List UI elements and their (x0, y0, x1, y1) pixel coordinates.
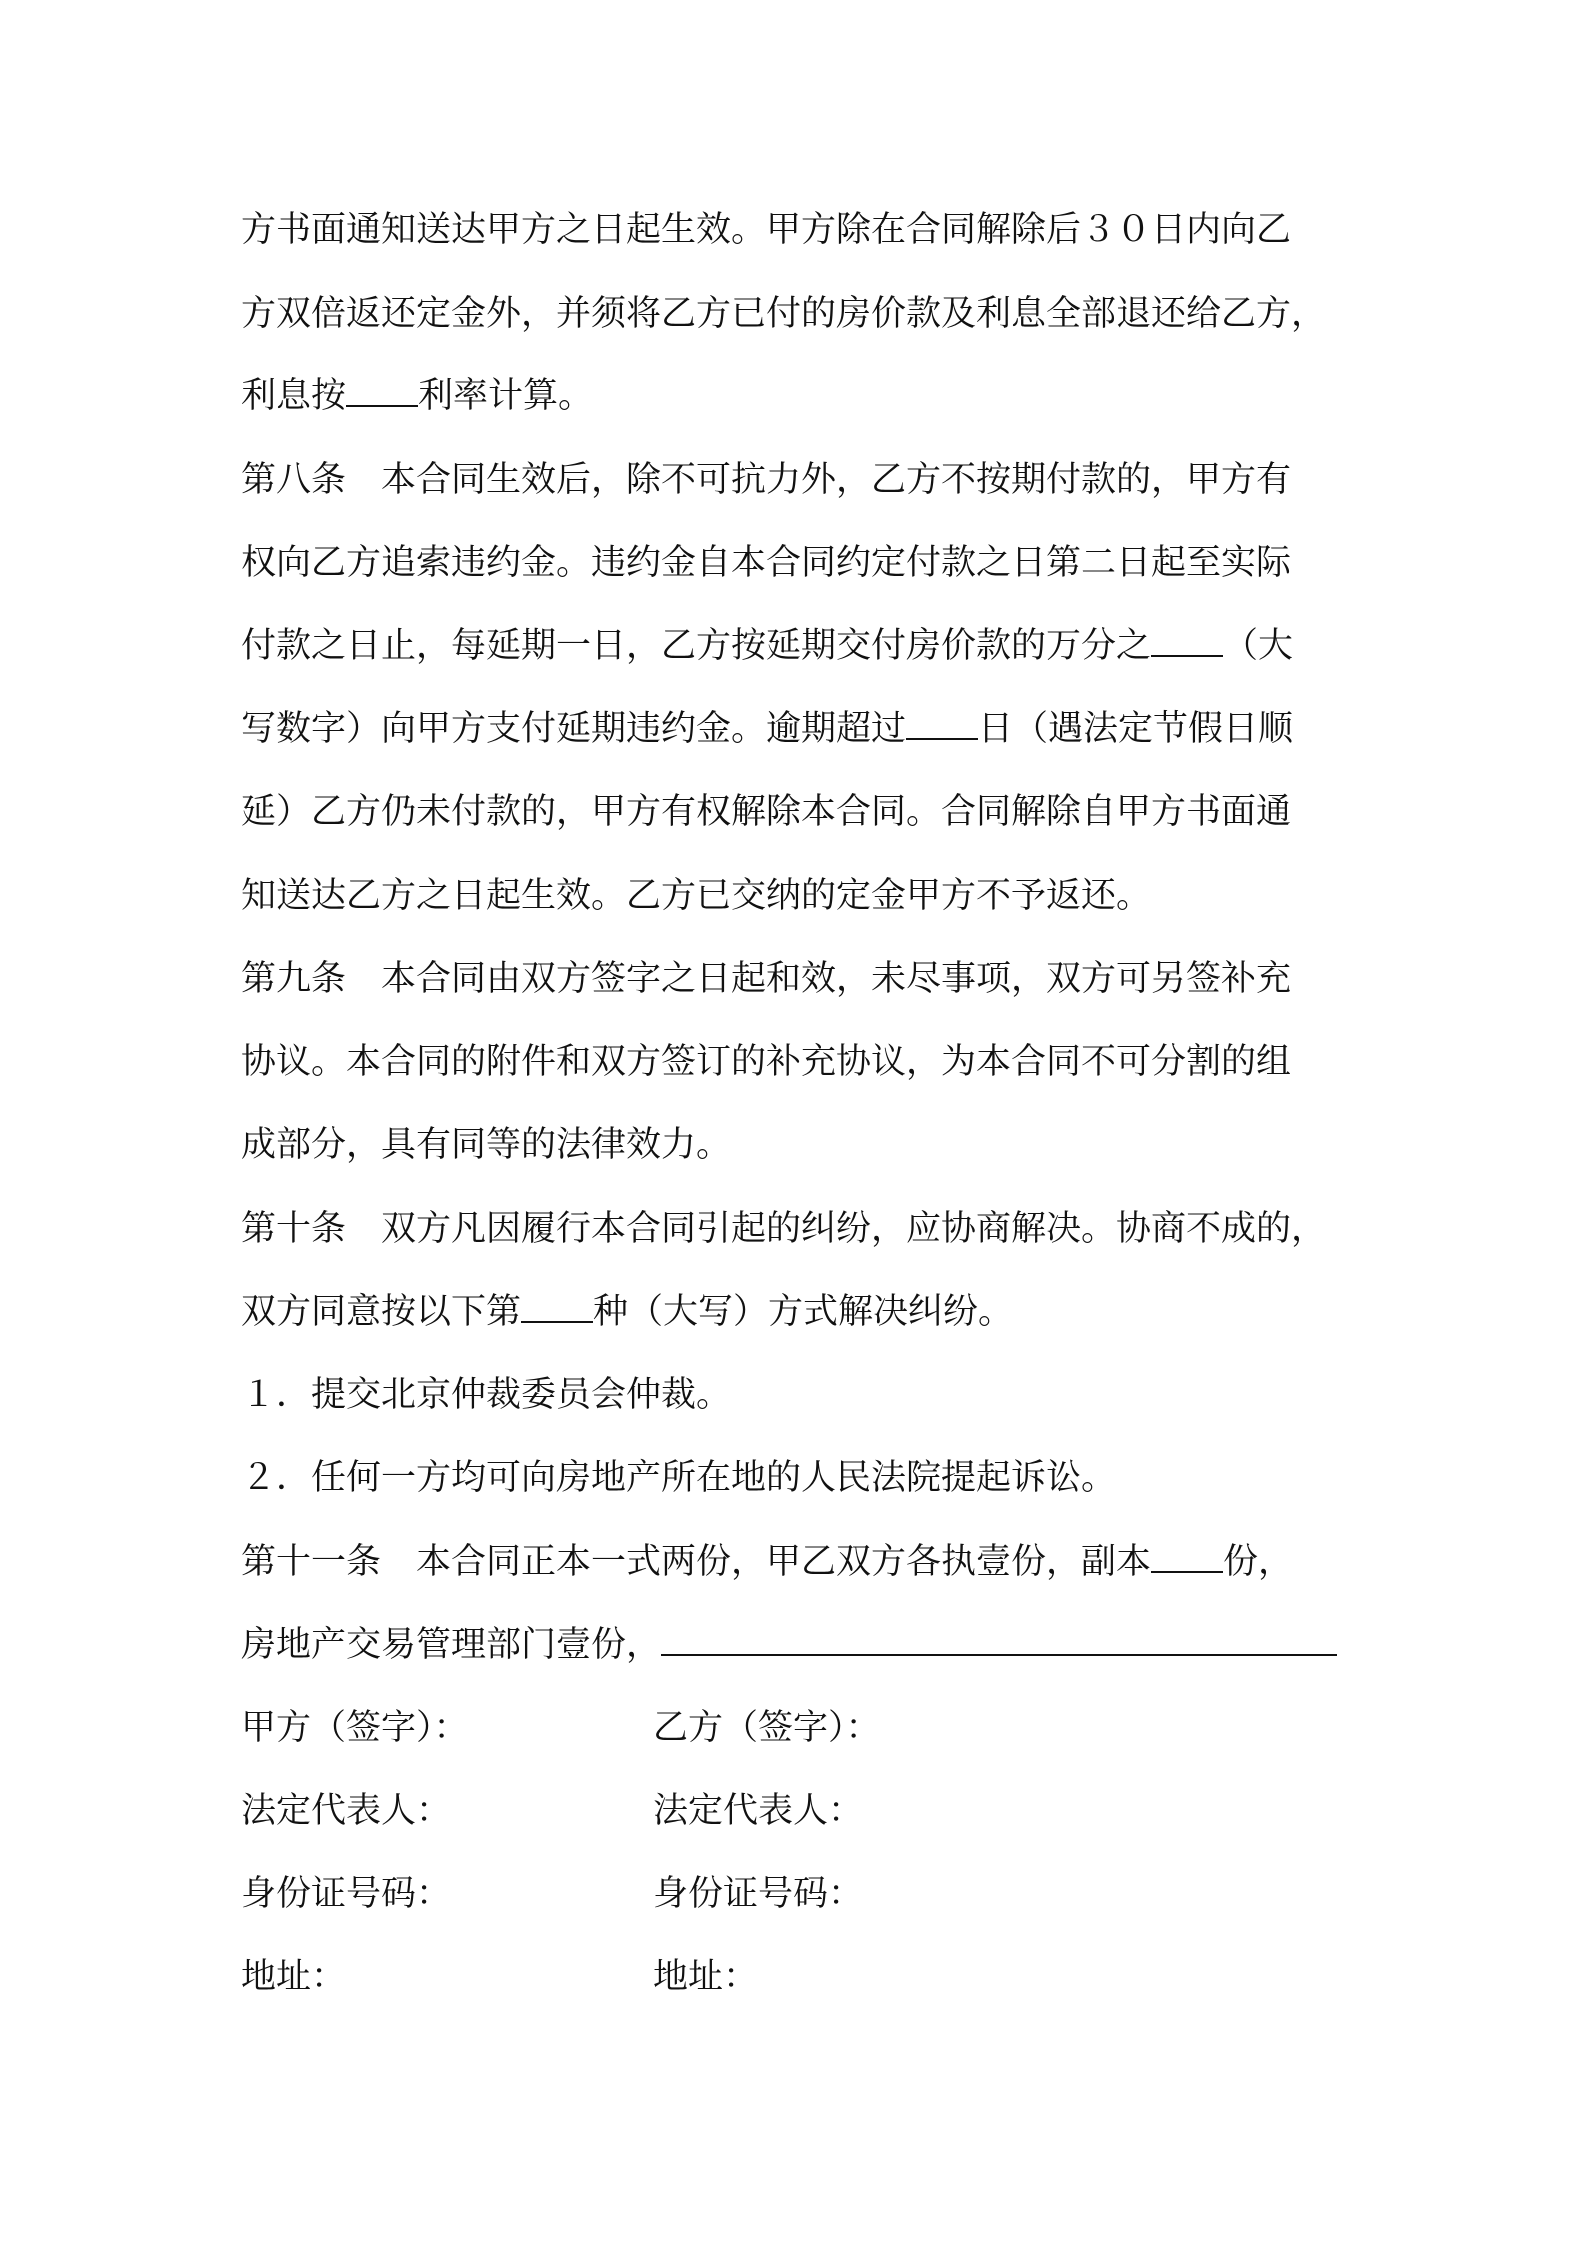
fill-blank (906, 700, 978, 740)
paragraph-line (241, 200, 1291, 260)
party-b-signature-label: 乙方（签字）： (653, 1708, 881, 1748)
paragraph-line (241, 284, 1326, 344)
text: ２．任何一方均可向房地产所在地的人民法院提起诉讼。 (241, 1458, 1117, 1498)
text: １．提交北京仲裁委员会仲裁。 (241, 1375, 732, 1415)
party-b-representative-label: 法定代表人： (653, 1791, 864, 1831)
paragraph-line (241, 1365, 731, 1425)
text: 方双倍返还定金外，并须将乙方已付的房价款及利息全部退还给乙方， (241, 294, 1327, 334)
fill-blank (1151, 1533, 1223, 1573)
text: 种（大写）方式解决纠纷。 (593, 1292, 1014, 1332)
paragraph-line (241, 1282, 1013, 1342)
text: 第十一条 本合同正本一式两份，甲乙双方各执壹份，副本 (241, 1542, 1152, 1582)
text: 双方同意按以下第 (241, 1292, 522, 1332)
text: 写数字）向甲方支付延期违约金。逾期超过 (241, 709, 907, 749)
text: 第十条 双方凡因履行本合同引起的纠纷，应协商解决。协商不成的， (241, 1209, 1327, 1249)
party-b-id-label: 身份证号码： (653, 1874, 864, 1914)
fill-blank (346, 367, 418, 407)
party-a-representative-label: 法定代表人： (241, 1791, 452, 1831)
fill-blank (521, 1283, 593, 1323)
text: 方书面通知送达甲方之日起生效。甲方除在合同解除后３０日内向乙 (241, 210, 1292, 250)
paragraph-line (241, 1448, 1116, 1508)
text: （大 (1223, 626, 1294, 666)
paragraph-line (241, 1615, 1337, 1675)
text: 延）乙方仍未付款的，甲方有权解除本合同。合同解除自甲方书面通 (241, 792, 1292, 832)
text: 份， (1223, 1542, 1294, 1582)
paragraph-line (241, 1115, 731, 1175)
text: 日（遇法定节假日顺 (978, 709, 1294, 749)
text: 权向乙方追索违约金。违约金自本合同约定付款之日第二日起至实际 (241, 543, 1292, 583)
paragraph-line (241, 949, 1291, 1009)
paragraph-line (241, 699, 1293, 759)
fill-blank (1151, 617, 1223, 657)
party-a-signature-label: 甲方（签字）： (241, 1708, 469, 1748)
text: 成部分，具有同等的法律效力。 (241, 1125, 732, 1165)
paragraph-line (241, 616, 1293, 676)
paragraph-line (241, 533, 1291, 593)
text: 房地产交易管理部门壹份， (241, 1625, 662, 1665)
text: 协议。本合同的附件和双方签订的补充协议，为本合同不可分割的组 (241, 1042, 1292, 1082)
paragraph-line (241, 1199, 1326, 1259)
paragraph-line (241, 366, 593, 426)
text: 知送达乙方之日起生效。乙方已交纳的定金甲方不予返还。 (241, 876, 1152, 916)
party-a-address-label: 地址： (241, 1957, 347, 1997)
paragraph-line (241, 866, 1151, 926)
paragraph-line (241, 782, 1291, 842)
party-a-id-label: 身份证号码： (241, 1874, 452, 1914)
paragraph-line (241, 1032, 1291, 1092)
text: 利率计算。 (418, 376, 594, 416)
fill-blank (661, 1616, 1337, 1656)
text: 付款之日止，每延期一日，乙方按延期交付房价款的万分之 (241, 626, 1152, 666)
text: 第八条 本合同生效后，除不可抗力外，乙方不按期付款的，甲方有 (241, 460, 1292, 500)
text: 利息按 (241, 376, 347, 416)
party-b-address-label: 地址： (653, 1957, 759, 1997)
text: 第九条 本合同由双方签字之日起和效，未尽事项，双方可另签补充 (241, 959, 1292, 999)
paragraph-line (241, 450, 1291, 510)
paragraph-line (241, 1532, 1293, 1592)
